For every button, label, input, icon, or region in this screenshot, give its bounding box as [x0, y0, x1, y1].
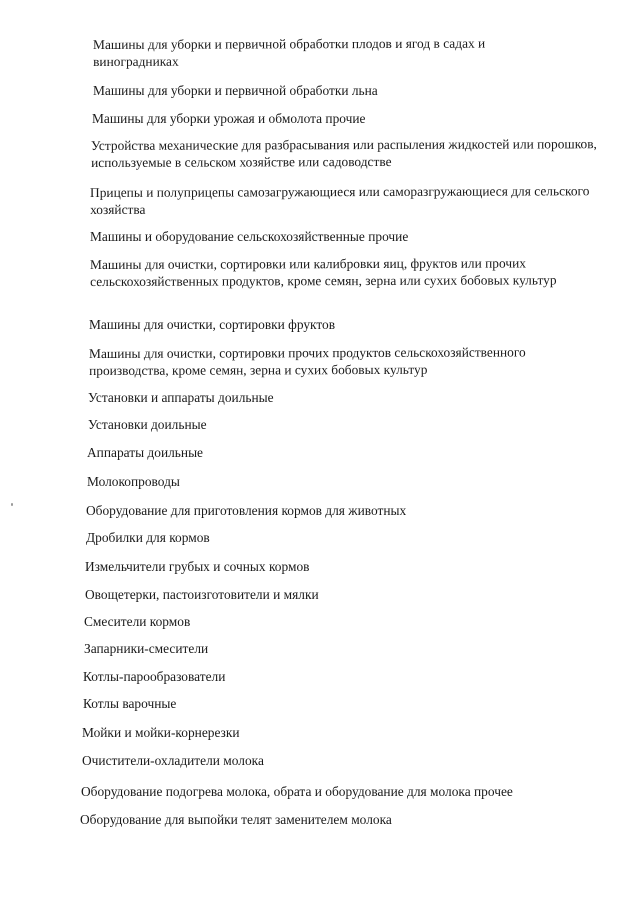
list-item: Установки доильные: [88, 417, 207, 432]
list-item: Прицепы и полуприцепы самозагружающиеся или саморазгружающиеся для сельского хозяйства: [90, 183, 590, 217]
list-item: Машины для очистки, сортировки фруктов: [89, 317, 336, 332]
list-item: Машины для уборки урожая и обмолота прочие: [92, 111, 366, 126]
list-item: Машины для уборки и первичной обработки льна: [93, 83, 378, 98]
list-item: Аппараты доильные: [87, 445, 204, 460]
list-item: Котлы-парообразователи: [83, 669, 226, 684]
list-item: Молокопроводы: [87, 474, 180, 489]
list-item: Запарники-смесители: [84, 641, 209, 656]
list-item: Котлы варочные: [83, 696, 177, 711]
list-item: Очистители-охладители молока: [82, 753, 264, 768]
list-item: Оборудование для выпойки телят заменителем молока: [80, 812, 392, 827]
scan-speck: [11, 503, 13, 506]
list-item: Мойки и мойки-корнерезки: [82, 725, 240, 740]
list-item: Устройства механические для разбрасывания или распыления жидкостей или порошков, используемые в сельском хозяйстве или садоводстве: [91, 136, 597, 170]
list-item: Измельчители грубых и сочных кормов: [85, 559, 310, 574]
list-item: Машины для очистки, сортировки прочих продуктов сельскохозяйственного производства, кроме семян, зерна и сухих бобовых культур: [89, 344, 526, 378]
list-item: Смесители кормов: [84, 614, 191, 629]
list-item: Машины и оборудование сельскохозяйственные прочие: [90, 229, 409, 244]
list-item: Оборудование подогрева молока, обрата и оборудование для молока прочее: [81, 784, 513, 799]
list-item: Дробилки для кормов: [86, 530, 210, 545]
list-item: Машины для уборки и первичной обработки плодов и ягод в садах и виноградниках: [93, 35, 486, 69]
list-item: Машины для очистки, сортировки или калибровки яиц, фруктов или прочих сельскохозяйственных продуктов, кроме семян, зерна или сухих бобовых культур: [90, 255, 557, 289]
list-item: Овощетерки, пастоизготовители и мялки: [85, 587, 319, 602]
list-item: Оборудование для приготовления кормов для животных: [86, 503, 407, 518]
list-item: Установки и аппараты доильные: [88, 390, 274, 405]
